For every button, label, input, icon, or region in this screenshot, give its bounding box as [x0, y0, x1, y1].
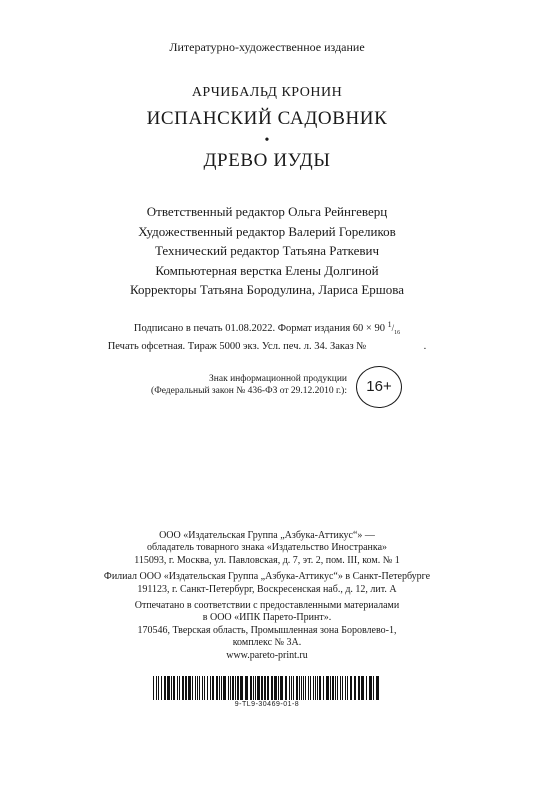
format-denominator: 16: [394, 329, 401, 336]
publisher-line: обладатель товарного знака «Издательство Иностранка»: [146, 542, 388, 554]
printer-line: в ООО «ИПК Парето-Принт».: [202, 612, 332, 624]
barcode-bars: [151, 676, 383, 700]
barcode-number: [151, 700, 383, 709]
print-info-line-2: [0, 340, 534, 354]
printer-line: комплекс № 3А.: [232, 637, 302, 649]
credit-line: Художественный редактор Валерий Гореликов: [138, 223, 396, 239]
publisher-line: Филиал ООО «Издательская Группа „Азбука-Аттикус“» в Санкт-Петербурге: [103, 571, 431, 583]
printer-line: Отпечатано в соответствии с предоставленными материалами: [134, 600, 400, 612]
format-fraction: $1/_{16}$: [387, 320, 401, 336]
author-name: АРЧИБАЛЬД КРОНИН: [191, 85, 343, 100]
order-number-blank: .: [423, 340, 427, 352]
printer-line: 170546, Тверская область, Промышленная зона Боровлево-1,: [137, 624, 397, 636]
publisher-line: ООО «Издательская Группа „Азбука-Аттикус“» —: [159, 530, 375, 541]
print-info-block: [0, 318, 534, 354]
info-sign-line-1: Знак информационной продукции: [209, 374, 347, 384]
format-numerator: 1: [387, 320, 392, 329]
age-rating-badge: 16+: [356, 366, 402, 408]
publisher-block: [0, 530, 534, 662]
book-title-1: ИСПАНСКИЙ САДОВНИК: [146, 108, 388, 129]
barcode-number-text: 9-TL9-30469-01-8: [232, 701, 302, 708]
print-info-text-1: Подписано в печать 01.08.2022. Формат издания 60 × 90: [133, 323, 388, 334]
book-title-2: ДРЕВО ИУДЫ: [203, 150, 331, 171]
title-separator: •: [264, 133, 270, 148]
publisher-line: 191123, г. Санкт-Петербург, Воскресенская наб., д. 12, лит. А: [137, 583, 397, 595]
credit-line: Компьютерная верстка Елены Долгиной: [155, 262, 379, 278]
printer-website: www.pareto-print.ru: [226, 649, 308, 661]
info-product-sign: [115, 373, 347, 397]
publisher-line: 115093, г. Москва, ул. Павловская, д. 7, эт. 2, пом. III, ком. № 1: [134, 554, 400, 566]
print-info-text-2: Печать офсетная. Тираж 5000 экз. Усл. печ. л. 34. Заказ №: [107, 340, 367, 352]
credit-line: Ответственный редактор Ольга Рейнгеверц: [146, 204, 388, 219]
credits-block: [0, 202, 534, 300]
print-info-line-1: [0, 318, 534, 340]
credit-line: Технический редактор Татьяна Раткевич: [154, 243, 380, 258]
credit-line: Корректоры Татьяна Бородулина, Лариса Ершова: [129, 282, 405, 297]
edition-type: Литературно-художественное издание: [169, 40, 365, 54]
info-sign-line-2: (Федеральный закон № 436-ФЗ от 29.12.2010 г.):: [151, 386, 347, 396]
